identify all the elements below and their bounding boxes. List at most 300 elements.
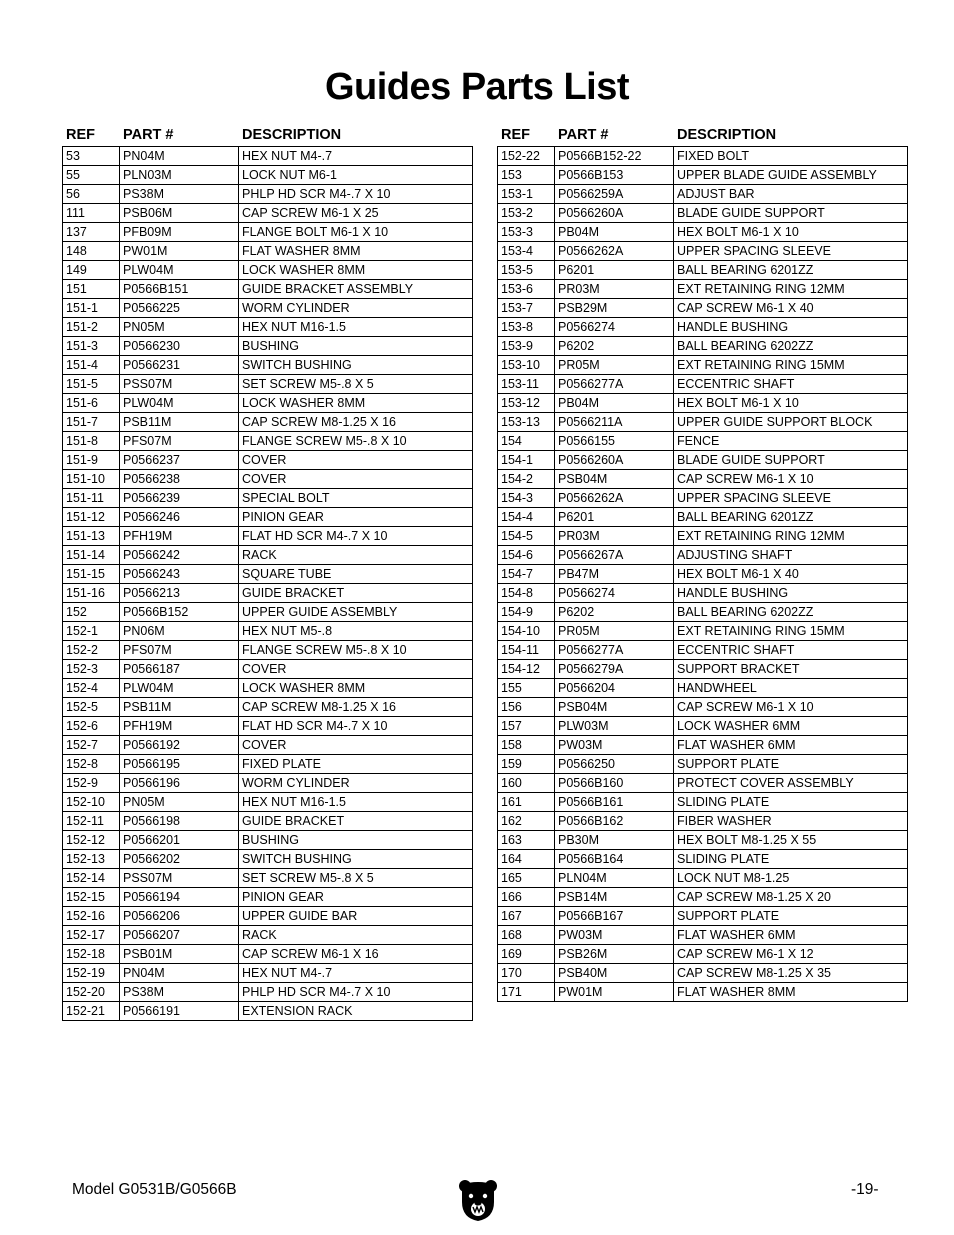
part-number-cell: P0566B153 [555, 166, 674, 184]
header-description: DESCRIPTION [677, 127, 777, 143]
header-ref: REF [501, 127, 530, 143]
table-row [63, 945, 473, 964]
table-row [498, 926, 908, 945]
table-row [63, 261, 473, 280]
table-row [63, 470, 473, 489]
description-cell: PINION GEAR [239, 508, 473, 526]
ref-cell: 152-17 [63, 926, 120, 944]
ref-cell: 165 [498, 869, 555, 887]
description-cell: HEX NUT M16-1.5 [239, 318, 473, 336]
ref-cell: 152-11 [63, 812, 120, 830]
description-cell: LOCK WASHER 8MM [239, 261, 473, 279]
table-row [498, 869, 908, 888]
parts-grid-left [62, 146, 473, 1021]
description-cell: FLAT WASHER 6MM [674, 926, 908, 944]
ref-cell: 162 [498, 812, 555, 830]
grizzly-bear-head-icon [458, 1178, 498, 1222]
description-cell: UPPER SPACING SLEEVE [674, 489, 908, 507]
description-cell: SPECIAL BOLT [239, 489, 473, 507]
table-row [63, 166, 473, 185]
table-row [63, 508, 473, 527]
model-label: Model G0531B/G0566B [72, 1181, 237, 1198]
ref-cell: 152-14 [63, 869, 120, 887]
ref-cell: 152-10 [63, 793, 120, 811]
ref-cell: 154-3 [498, 489, 555, 507]
table-row [63, 375, 473, 394]
description-cell: BALL BEARING 6201ZZ [674, 508, 908, 526]
description-cell: EXT RETAINING RING 15MM [674, 356, 908, 374]
description-cell: HANDLE BUSHING [674, 318, 908, 336]
header-part: PART # [558, 127, 609, 143]
page-title: Guides Parts List [324, 66, 630, 108]
ref-cell: 154 [498, 432, 555, 450]
part-number-cell: P0566196 [120, 774, 239, 792]
part-number-cell: P0566260A [555, 451, 674, 469]
description-cell: ECCENTRIC SHAFT [674, 375, 908, 393]
part-number-cell: PLW04M [120, 679, 239, 697]
description-cell: CAP SCREW M6-1 X 10 [674, 698, 908, 716]
description-cell: HEX NUT M5-.8 [239, 622, 473, 640]
part-number-cell: PLW04M [120, 394, 239, 412]
header-ref: REF [66, 127, 95, 143]
table-header [62, 124, 473, 146]
description-cell: ADJUST BAR [674, 185, 908, 203]
table-row [63, 907, 473, 926]
description-cell: GUIDE BRACKET [239, 584, 473, 602]
description-cell: SWITCH BUSHING [239, 850, 473, 868]
part-number-cell: PN05M [120, 793, 239, 811]
table-row [498, 755, 908, 774]
description-cell: CAP SCREW M8-1.25 X 35 [674, 964, 908, 982]
table-row [498, 888, 908, 907]
description-cell: HEX BOLT M6-1 X 10 [674, 223, 908, 241]
part-number-cell: P0566204 [555, 679, 674, 697]
ref-cell: 151-9 [63, 451, 120, 469]
table-row [63, 641, 473, 660]
part-number-cell: P0566201 [120, 831, 239, 849]
description-cell: SET SCREW M5-.8 X 5 [239, 375, 473, 393]
ref-cell: 152-20 [63, 983, 120, 1001]
ref-cell: 152-16 [63, 907, 120, 925]
table-row [498, 774, 908, 793]
table-row [498, 983, 908, 1002]
ref-cell: 167 [498, 907, 555, 925]
table-row [63, 451, 473, 470]
description-cell: CAP SCREW M6-1 X 25 [239, 204, 473, 222]
ref-cell: 151-1 [63, 299, 120, 317]
ref-cell: 171 [498, 983, 555, 1001]
part-number-cell: PB04M [555, 223, 674, 241]
part-number-cell: P0566194 [120, 888, 239, 906]
part-number-cell: PN06M [120, 622, 239, 640]
description-cell: SLIDING PLATE [674, 850, 908, 868]
ref-cell: 151-5 [63, 375, 120, 393]
ref-cell: 152-6 [63, 717, 120, 735]
ref-cell: 166 [498, 888, 555, 906]
description-cell: WORM CYLINDER [239, 774, 473, 792]
ref-cell: 168 [498, 926, 555, 944]
part-number-cell: P0566250 [555, 755, 674, 773]
description-cell: LOCK NUT M6-1 [239, 166, 473, 184]
part-number-cell: P0566267A [555, 546, 674, 564]
ref-cell: 158 [498, 736, 555, 754]
table-row [498, 698, 908, 717]
parts-grid-right [497, 146, 908, 1002]
description-cell: PROTECT COVER ASSEMBLY [674, 774, 908, 792]
part-number-cell: P0566238 [120, 470, 239, 488]
part-number-cell: PB30M [555, 831, 674, 849]
description-cell: LOCK NUT M8-1.25 [674, 869, 908, 887]
description-cell: FIBER WASHER [674, 812, 908, 830]
table-row [498, 242, 908, 261]
part-number-cell: PSS07M [120, 375, 239, 393]
part-number-cell: PS38M [120, 185, 239, 203]
description-cell: FIXED BOLT [674, 147, 908, 165]
description-cell: FLAT WASHER 6MM [674, 736, 908, 754]
table-row [498, 527, 908, 546]
description-cell: BLADE GUIDE SUPPORT [674, 204, 908, 222]
description-cell: UPPER GUIDE SUPPORT BLOCK [674, 413, 908, 431]
table-row [63, 850, 473, 869]
table-row [63, 698, 473, 717]
part-number-cell: P0566B152 [120, 603, 239, 621]
header-part: PART # [123, 127, 174, 143]
ref-cell: 153-4 [498, 242, 555, 260]
ref-cell: 149 [63, 261, 120, 279]
description-cell: FLAT WASHER 8MM [239, 242, 473, 260]
part-number-cell: PFH19M [120, 717, 239, 735]
part-number-cell: P0566274 [555, 318, 674, 336]
part-number-cell: P0566191 [120, 1002, 239, 1020]
description-cell: SLIDING PLATE [674, 793, 908, 811]
ref-cell: 151-3 [63, 337, 120, 355]
description-cell: FLANGE SCREW M5-.8 X 10 [239, 432, 473, 450]
description-cell: BUSHING [239, 337, 473, 355]
ref-cell: 151-7 [63, 413, 120, 431]
part-number-cell: P6202 [555, 337, 674, 355]
ref-cell: 151-16 [63, 584, 120, 602]
description-cell: ADJUSTING SHAFT [674, 546, 908, 564]
table-row [498, 375, 908, 394]
table-row [498, 204, 908, 223]
description-cell: HEX BOLT M8-1.25 X 55 [674, 831, 908, 849]
description-cell: FIXED PLATE [239, 755, 473, 773]
part-number-cell: PSB26M [555, 945, 674, 963]
table-row [498, 546, 908, 565]
part-number-cell: PB04M [555, 394, 674, 412]
part-number-cell: P0566211A [555, 413, 674, 431]
ref-cell: 151-6 [63, 394, 120, 412]
table-row [498, 736, 908, 755]
part-number-cell: P0566207 [120, 926, 239, 944]
part-number-cell: PLW04M [120, 261, 239, 279]
part-number-cell: PSB01M [120, 945, 239, 963]
table-row [63, 527, 473, 546]
table-row [63, 318, 473, 337]
part-number-cell: P0566B164 [555, 850, 674, 868]
part-number-cell: P0566192 [120, 736, 239, 754]
ref-cell: 152-21 [63, 1002, 120, 1020]
table-row [63, 869, 473, 888]
table-row [63, 337, 473, 356]
ref-cell: 153 [498, 166, 555, 184]
table-row [498, 812, 908, 831]
table-row [63, 413, 473, 432]
description-cell: HEX NUT M4-.7 [239, 147, 473, 165]
description-cell: FLANGE BOLT M6-1 X 10 [239, 223, 473, 241]
table-row [63, 736, 473, 755]
part-number-cell: P0566239 [120, 489, 239, 507]
part-number-cell: PFS07M [120, 641, 239, 659]
table-row [498, 679, 908, 698]
ref-cell: 152-3 [63, 660, 120, 678]
ref-cell: 154-2 [498, 470, 555, 488]
part-number-cell: PSB11M [120, 698, 239, 716]
part-number-cell: PSB14M [555, 888, 674, 906]
description-cell: HEX NUT M16-1.5 [239, 793, 473, 811]
part-number-cell: P0566195 [120, 755, 239, 773]
description-cell: LOCK WASHER 6MM [674, 717, 908, 735]
table-row [63, 185, 473, 204]
description-cell: COVER [239, 470, 473, 488]
ref-cell: 53 [63, 147, 120, 165]
table-row [498, 641, 908, 660]
table-row [63, 793, 473, 812]
part-number-cell: P6201 [555, 261, 674, 279]
ref-cell: 151-12 [63, 508, 120, 526]
description-cell: SUPPORT PLATE [674, 755, 908, 773]
ref-cell: 152-19 [63, 964, 120, 982]
ref-cell: 169 [498, 945, 555, 963]
part-number-cell: P0566242 [120, 546, 239, 564]
table-row [498, 280, 908, 299]
part-number-cell: P0566230 [120, 337, 239, 355]
description-cell: GUIDE BRACKET [239, 812, 473, 830]
ref-cell: 163 [498, 831, 555, 849]
table-row [498, 299, 908, 318]
parts-table-left [62, 124, 473, 1021]
part-number-cell: P0566213 [120, 584, 239, 602]
part-number-cell: PLN03M [120, 166, 239, 184]
table-row [498, 432, 908, 451]
table-row [63, 394, 473, 413]
ref-cell: 154-1 [498, 451, 555, 469]
ref-cell: 154-6 [498, 546, 555, 564]
part-number-cell: P0566237 [120, 451, 239, 469]
table-row [498, 793, 908, 812]
part-number-cell: P0566187 [120, 660, 239, 678]
description-cell: LOCK WASHER 8MM [239, 394, 473, 412]
table-row [63, 622, 473, 641]
parts-table-right [497, 124, 908, 1002]
ref-cell: 151-8 [63, 432, 120, 450]
description-cell: BALL BEARING 6202ZZ [674, 337, 908, 355]
description-cell: PHLP HD SCR M4-.7 X 10 [239, 185, 473, 203]
table-row [498, 318, 908, 337]
ref-cell: 152-7 [63, 736, 120, 754]
description-cell: SQUARE TUBE [239, 565, 473, 583]
description-cell: SWITCH BUSHING [239, 356, 473, 374]
header-description: DESCRIPTION [242, 127, 342, 143]
table-row [498, 850, 908, 869]
table-row [63, 1002, 473, 1021]
table-row [63, 565, 473, 584]
ref-cell: 153-2 [498, 204, 555, 222]
table-row [63, 774, 473, 793]
part-number-cell: P0566274 [555, 584, 674, 602]
table-row [498, 907, 908, 926]
description-cell: PINION GEAR [239, 888, 473, 906]
description-cell: COVER [239, 736, 473, 754]
ref-cell: 152-8 [63, 755, 120, 773]
part-number-cell: P0566B167 [555, 907, 674, 925]
ref-cell: 159 [498, 755, 555, 773]
table-row [63, 755, 473, 774]
table-row [63, 603, 473, 622]
ref-cell: 154-4 [498, 508, 555, 526]
table-row [63, 489, 473, 508]
part-number-cell: PN04M [120, 964, 239, 982]
ref-cell: 137 [63, 223, 120, 241]
ref-cell: 152-1 [63, 622, 120, 640]
part-number-cell: PB47M [555, 565, 674, 583]
table-row [498, 622, 908, 641]
part-number-cell: PSB40M [555, 964, 674, 982]
description-cell: HANDLE BUSHING [674, 584, 908, 602]
ref-cell: 160 [498, 774, 555, 792]
ref-cell: 152-9 [63, 774, 120, 792]
part-number-cell: PN05M [120, 318, 239, 336]
ref-cell: 153-10 [498, 356, 555, 374]
description-cell: CAP SCREW M6-1 X 40 [674, 299, 908, 317]
part-number-cell: PW01M [555, 983, 674, 1001]
description-cell: EXTENSION RACK [239, 1002, 473, 1020]
description-cell: CAP SCREW M6-1 X 12 [674, 945, 908, 963]
ref-cell: 151-2 [63, 318, 120, 336]
table-row [498, 964, 908, 983]
ref-cell: 154-7 [498, 565, 555, 583]
part-number-cell: P0566231 [120, 356, 239, 374]
part-number-cell: PLN04M [555, 869, 674, 887]
description-cell: UPPER GUIDE ASSEMBLY [239, 603, 473, 621]
table-row [63, 356, 473, 375]
ref-cell: 56 [63, 185, 120, 203]
part-number-cell: P0566B151 [120, 280, 239, 298]
part-number-cell: PR05M [555, 356, 674, 374]
ref-cell: 154-9 [498, 603, 555, 621]
part-number-cell: PS38M [120, 983, 239, 1001]
table-row [498, 717, 908, 736]
table-row [498, 394, 908, 413]
part-number-cell: P0566198 [120, 812, 239, 830]
table-row [63, 147, 473, 166]
part-number-cell: P6202 [555, 603, 674, 621]
part-number-cell: P0566246 [120, 508, 239, 526]
part-number-cell: PSS07M [120, 869, 239, 887]
part-number-cell: P0566B161 [555, 793, 674, 811]
table-row [498, 166, 908, 185]
part-number-cell: P6201 [555, 508, 674, 526]
description-cell: CAP SCREW M8-1.25 X 20 [674, 888, 908, 906]
table-row [498, 470, 908, 489]
description-cell: EXT RETAINING RING 12MM [674, 527, 908, 545]
description-cell: CAP SCREW M8-1.25 X 16 [239, 413, 473, 431]
ref-cell: 152-12 [63, 831, 120, 849]
page-number: -19- [851, 1181, 879, 1198]
table-row [63, 660, 473, 679]
description-cell: CAP SCREW M6-1 X 16 [239, 945, 473, 963]
part-number-cell: P0566206 [120, 907, 239, 925]
part-number-cell: PFH19M [120, 527, 239, 545]
table-row [63, 679, 473, 698]
part-number-cell: PW03M [555, 736, 674, 754]
description-cell: HANDWHEEL [674, 679, 908, 697]
table-row [63, 546, 473, 565]
table-row [498, 147, 908, 166]
description-cell: FLAT HD SCR M4-.7 X 10 [239, 717, 473, 735]
part-number-cell: P0566259A [555, 185, 674, 203]
description-cell: CAP SCREW M6-1 X 10 [674, 470, 908, 488]
ref-cell: 156 [498, 698, 555, 716]
ref-cell: 170 [498, 964, 555, 982]
ref-cell: 152-15 [63, 888, 120, 906]
description-cell: ECCENTRIC SHAFT [674, 641, 908, 659]
table-row [498, 565, 908, 584]
table-row [63, 888, 473, 907]
description-cell: RACK [239, 546, 473, 564]
description-cell: PHLP HD SCR M4-.7 X 10 [239, 983, 473, 1001]
ref-cell: 151-15 [63, 565, 120, 583]
table-row [63, 204, 473, 223]
ref-cell: 155 [498, 679, 555, 697]
part-number-cell: P0566262A [555, 489, 674, 507]
part-number-cell: P0566277A [555, 375, 674, 393]
ref-cell: 153-7 [498, 299, 555, 317]
table-row [498, 489, 908, 508]
ref-cell: 152-4 [63, 679, 120, 697]
description-cell: UPPER GUIDE BAR [239, 907, 473, 925]
part-number-cell: P0566B160 [555, 774, 674, 792]
description-cell: EXT RETAINING RING 12MM [674, 280, 908, 298]
table-row [63, 717, 473, 736]
description-cell: UPPER BLADE GUIDE ASSEMBLY [674, 166, 908, 184]
ref-cell: 55 [63, 166, 120, 184]
table-row [63, 584, 473, 603]
part-number-cell: P0566262A [555, 242, 674, 260]
table-row [498, 261, 908, 280]
description-cell: RACK [239, 926, 473, 944]
ref-cell: 153-11 [498, 375, 555, 393]
ref-cell: 152-22 [498, 147, 555, 165]
description-cell: EXT RETAINING RING 15MM [674, 622, 908, 640]
description-cell: CAP SCREW M8-1.25 X 16 [239, 698, 473, 716]
table-row [498, 356, 908, 375]
table-row [498, 337, 908, 356]
description-cell: WORM CYLINDER [239, 299, 473, 317]
ref-cell: 151-10 [63, 470, 120, 488]
table-row [63, 983, 473, 1002]
table-row [498, 413, 908, 432]
ref-cell: 153-6 [498, 280, 555, 298]
ref-cell: 151-13 [63, 527, 120, 545]
description-cell: FLAT WASHER 8MM [674, 983, 908, 1001]
part-number-cell: PLW03M [555, 717, 674, 735]
part-number-cell: P0566202 [120, 850, 239, 868]
description-cell: BALL BEARING 6202ZZ [674, 603, 908, 621]
description-cell: FLANGE SCREW M5-.8 X 10 [239, 641, 473, 659]
part-number-cell: PW03M [555, 926, 674, 944]
ref-cell: 161 [498, 793, 555, 811]
